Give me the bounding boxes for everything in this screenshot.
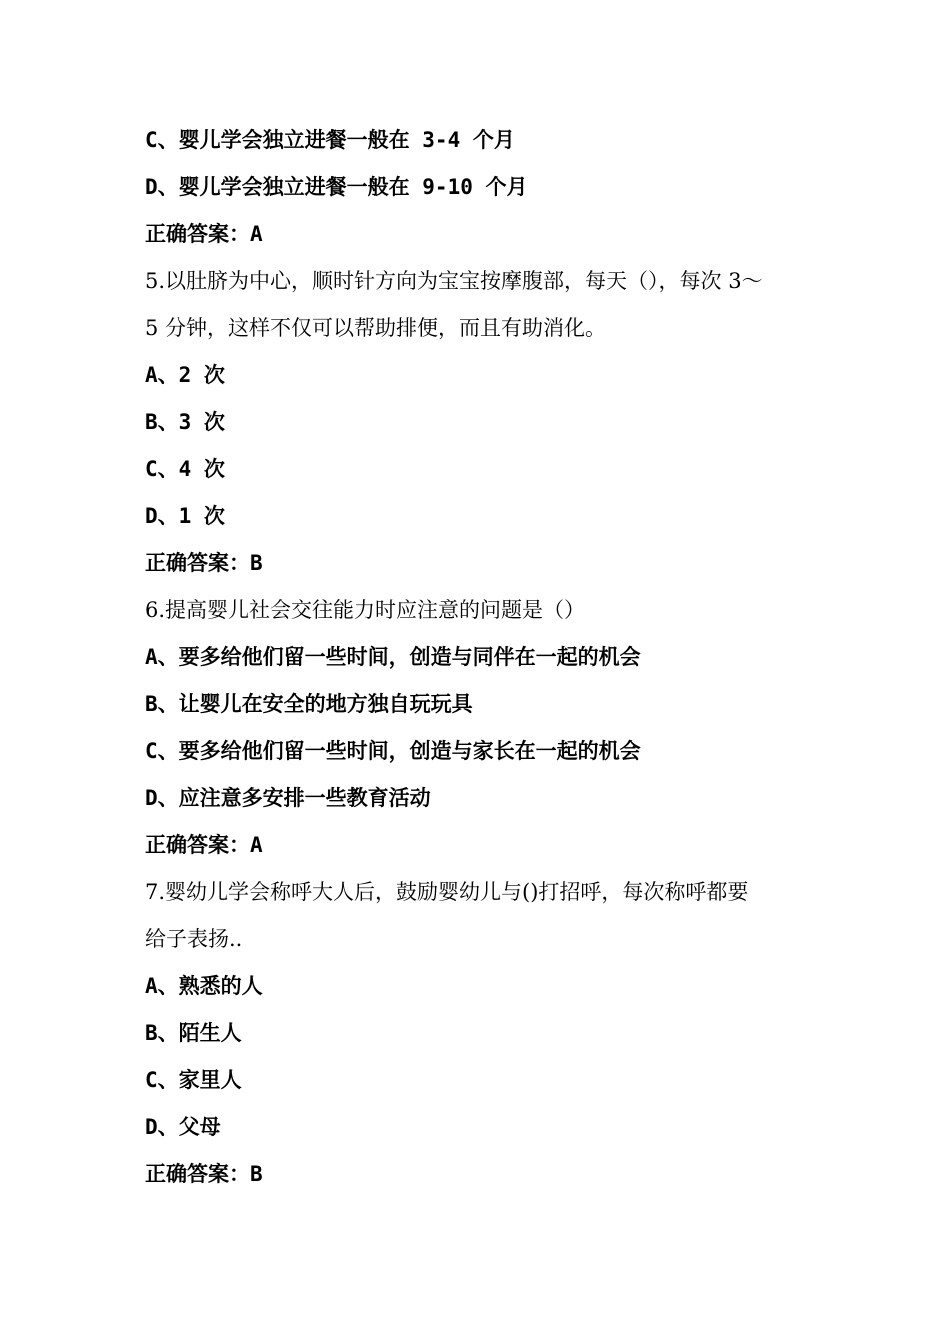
- question-5-line-2: 5 分钟，这样不仅可以帮助排便，而且有助消化。: [145, 316, 607, 340]
- option-c-q4: C、婴儿学会独立进餐一般在 3-4 个月: [145, 128, 515, 152]
- question-6: 6.提高婴儿社会交往能力时应注意的问题是（）: [145, 598, 586, 622]
- option-a-q6: A、要多给他们留一些时间，创造与同伴在一起的机会: [145, 645, 641, 669]
- question-7-line-2: 给子表扬..: [145, 927, 243, 951]
- option-b-q7: B、陌生人: [145, 1021, 242, 1045]
- answer-q4: 正确答案：A: [145, 222, 263, 246]
- option-d-q6: D、应注意多安排一些教育活动: [145, 786, 431, 810]
- option-a-q7: A、熟悉的人: [145, 974, 263, 998]
- answer-q5: 正确答案：B: [145, 551, 263, 575]
- option-d-q4: D、婴儿学会独立进餐一般在 9-10 个月: [145, 175, 528, 199]
- option-c-q5: C、4 次: [145, 457, 225, 481]
- option-a-q5: A、2 次: [145, 363, 225, 387]
- option-c-q6: C、要多给他们留一些时间，创造与家长在一起的机会: [145, 739, 641, 763]
- option-b-q6: B、让婴儿在安全的地方独自玩玩具: [145, 692, 473, 716]
- answer-q6: 正确答案：A: [145, 833, 263, 857]
- question-7-line-1: 7.婴幼儿学会称呼大人后，鼓励婴幼儿与()打招呼，每次称呼都要: [145, 880, 749, 904]
- option-c-q7: C、家里人: [145, 1068, 242, 1092]
- question-5-line-1: 5.以肚脐为中心，顺时针方向为宝宝按摩腹部，每天（），每次 3～: [145, 269, 763, 293]
- option-d-q5: D、1 次: [145, 504, 225, 528]
- answer-q7: 正确答案：B: [145, 1162, 263, 1186]
- option-d-q7: D、父母: [145, 1115, 221, 1139]
- option-b-q5: B、3 次: [145, 410, 225, 434]
